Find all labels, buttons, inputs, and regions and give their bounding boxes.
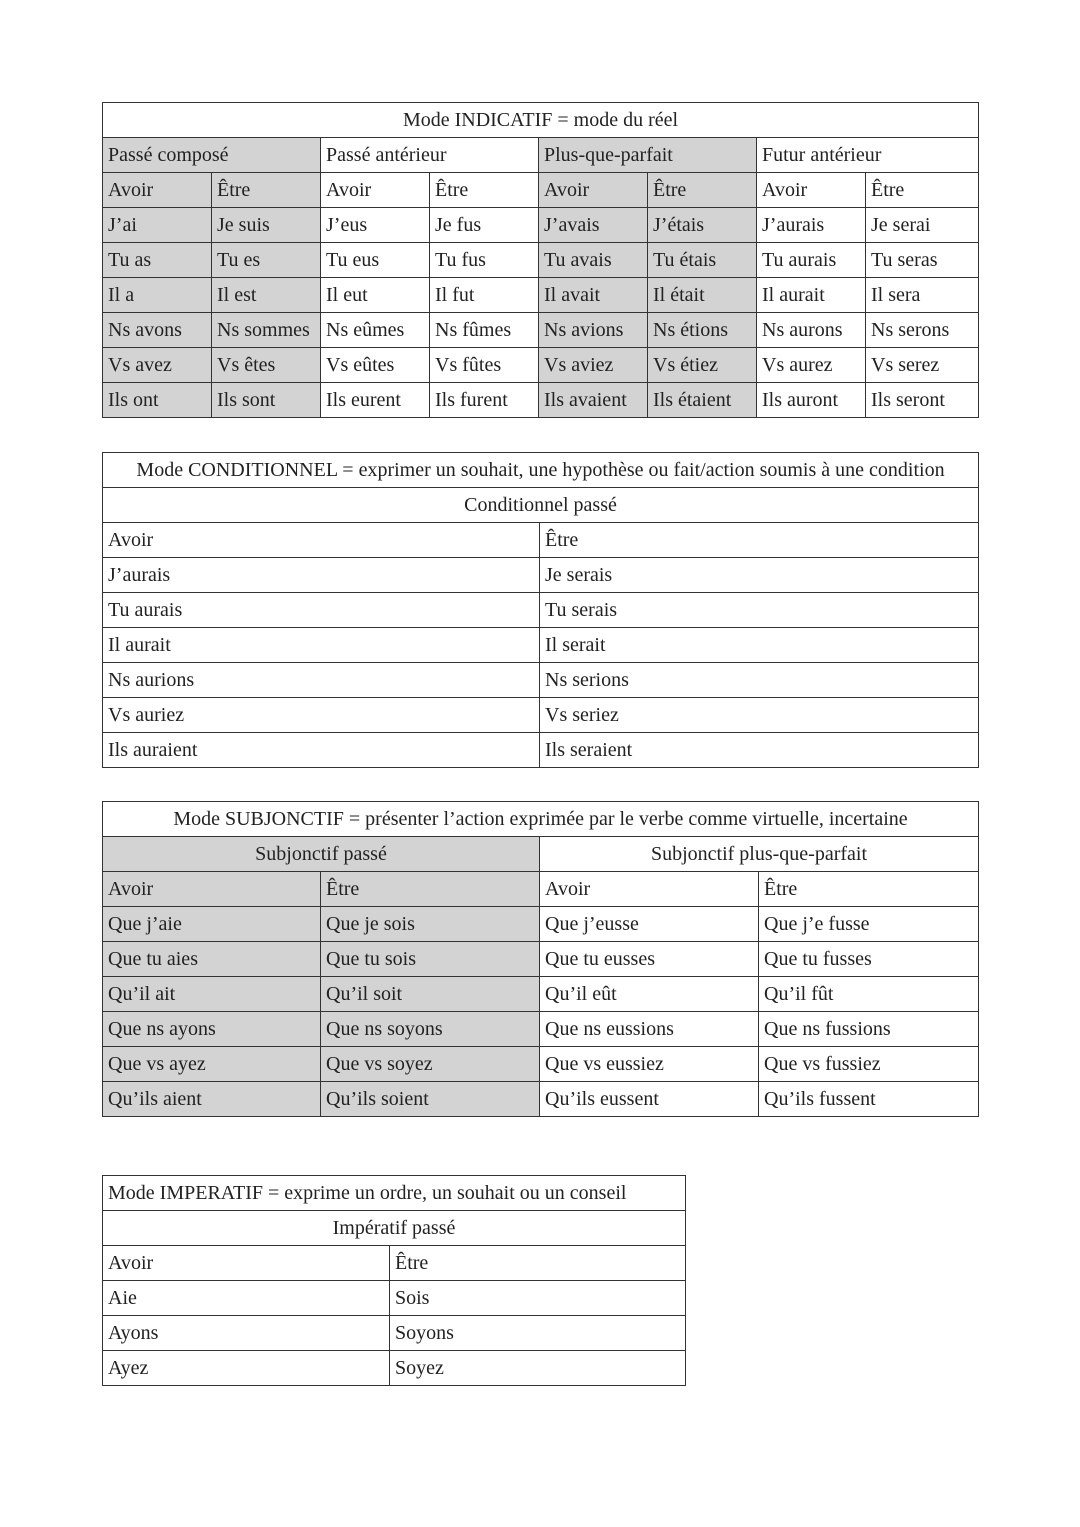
conjugation-cell: Que j’aie [103, 907, 321, 942]
conjugation-cell: Il est [212, 278, 321, 313]
conjugation-cell: Tu es [212, 243, 321, 278]
conjugation-cell: Ils seraient [540, 733, 979, 768]
conjugation-cell: J’ai [103, 208, 212, 243]
imperatif-tense-header: Impératif passé [103, 1211, 686, 1246]
table-row [103, 348, 979, 383]
conjugation-cell: Soyons [390, 1316, 686, 1351]
subjonctif-tense-header: Subjonctif plus-que-parfait [540, 837, 979, 872]
conjugation-cell: Que tu fusses [759, 942, 979, 977]
indicatif-auxiliary-header: Être [212, 173, 321, 208]
conjugation-cell: Que vs fussiez [759, 1047, 979, 1082]
conjugation-cell: Ils sont [212, 383, 321, 418]
table-row [103, 977, 979, 1012]
conjugation-cell: Qu’il eût [540, 977, 759, 1012]
conjugation-cell: Qu’ils fussent [759, 1082, 979, 1117]
indicatif-auxiliary-header: Être [430, 173, 539, 208]
conjugation-cell: Tu serais [540, 593, 979, 628]
conjugation-cell: Ns aurions [103, 663, 540, 698]
conjugation-cell: Tu avais [539, 243, 648, 278]
conjugation-cell: Ils avaient [539, 383, 648, 418]
conditionnel-title: Mode CONDITIONNEL = exprimer un souhait, une hypothèse ou fait/action soumis à une condition [103, 453, 979, 488]
conjugation-cell: Aie [103, 1281, 390, 1316]
indicatif-auxiliary-row [103, 173, 979, 208]
conjugation-cell: Il avait [539, 278, 648, 313]
conjugation-cell: Tu étais [648, 243, 757, 278]
conjugation-cell: Que je sois [321, 907, 540, 942]
conjugation-cell: Vs seriez [540, 698, 979, 733]
conjugation-cell: Ns étions [648, 313, 757, 348]
table-row [103, 313, 979, 348]
imperatif-auxiliary-row [103, 1246, 686, 1281]
conjugation-cell: Vs eûtes [321, 348, 430, 383]
conjugation-cell: Tu as [103, 243, 212, 278]
conjugation-cell: Vs aurez [757, 348, 866, 383]
subjonctif-auxiliary-row [103, 872, 979, 907]
conjugation-cell: Soyez [390, 1351, 686, 1386]
conjugation-cell: Tu fus [430, 243, 539, 278]
conjugation-cell: Ns serions [540, 663, 979, 698]
subjonctif-table [102, 801, 979, 1117]
conjugation-cell: Qu’il soit [321, 977, 540, 1012]
table-row [103, 1281, 686, 1316]
conjugation-cell: Je suis [212, 208, 321, 243]
conjugation-cell: Ils seront [866, 383, 979, 418]
conjugation-cell: Il était [648, 278, 757, 313]
conjugation-cell: Ils auraient [103, 733, 540, 768]
table-row [103, 907, 979, 942]
conjugation-cell: Vs aviez [539, 348, 648, 383]
conjugation-cell: Il fut [430, 278, 539, 313]
table-row [103, 1047, 979, 1082]
table-row [103, 558, 979, 593]
conjugation-cell: Je fus [430, 208, 539, 243]
conditionnel-auxiliary-header: Être [540, 523, 979, 558]
conjugation-cell: Vs étiez [648, 348, 757, 383]
conjugation-cell: Sois [390, 1281, 686, 1316]
conjugation-cell: Vs serez [866, 348, 979, 383]
conjugation-cell: J’avais [539, 208, 648, 243]
table-row [103, 1082, 979, 1117]
conjugation-cell: Qu’ils soient [321, 1082, 540, 1117]
indicatif-auxiliary-header: Avoir [539, 173, 648, 208]
conjugation-cell: Qu’ils aient [103, 1082, 321, 1117]
conjugation-cell: Il a [103, 278, 212, 313]
conjugation-cell: Ns avons [103, 313, 212, 348]
indicatif-title: Mode INDICATIF = mode du réel [103, 103, 979, 138]
indicatif-auxiliary-header: Être [648, 173, 757, 208]
table-row [103, 628, 979, 663]
conjugation-cell: Que tu sois [321, 942, 540, 977]
indicatif-tense-row [103, 138, 979, 173]
table-row [103, 208, 979, 243]
conjugation-cell: Tu eus [321, 243, 430, 278]
subjonctif-auxiliary-header: Être [321, 872, 540, 907]
conditionnel-tense-header: Conditionnel passé [103, 488, 979, 523]
conjugation-cell: Ns aurons [757, 313, 866, 348]
table-row [103, 1351, 686, 1386]
table-row [103, 698, 979, 733]
subjonctif-title: Mode SUBJONCTIF = présenter l’action exprimée par le verbe comme virtuelle, incertaine [103, 802, 979, 837]
conjugation-cell: Ils furent [430, 383, 539, 418]
conjugation-cell: Vs fûtes [430, 348, 539, 383]
conjugation-cell: Ns fûmes [430, 313, 539, 348]
table-row [103, 243, 979, 278]
conjugation-cell: Ns eûmes [321, 313, 430, 348]
conjugation-cell: Qu’ils eussent [540, 1082, 759, 1117]
conjugation-cell: J’eus [321, 208, 430, 243]
conjugation-cell: J’étais [648, 208, 757, 243]
conjugation-cell: J’aurais [103, 558, 540, 593]
indicatif-tense-header: Passé composé [103, 138, 321, 173]
imperatif-auxiliary-header: Être [390, 1246, 686, 1281]
conjugation-cell: Je serai [866, 208, 979, 243]
conjugation-cell: Ils étaient [648, 383, 757, 418]
conjugation-cell: Je serais [540, 558, 979, 593]
table-row [103, 733, 979, 768]
conjugation-cell: Ils auront [757, 383, 866, 418]
conjugation-cell: Tu seras [866, 243, 979, 278]
conjugation-cell: Ayons [103, 1316, 390, 1351]
conjugation-cell: Que vs soyez [321, 1047, 540, 1082]
conjugation-cell: Que ns ayons [103, 1012, 321, 1047]
indicatif-tense-header: Futur antérieur [757, 138, 979, 173]
conjugation-cell: Que vs eussiez [540, 1047, 759, 1082]
table-row [103, 1316, 686, 1351]
imperatif-auxiliary-header: Avoir [103, 1246, 390, 1281]
conjugation-cell: Que ns soyons [321, 1012, 540, 1047]
conjugation-cell: Il aurait [103, 628, 540, 663]
conjugation-cell: Vs auriez [103, 698, 540, 733]
conjugation-cell: Que j’eusse [540, 907, 759, 942]
conjugation-cell: Il eut [321, 278, 430, 313]
conjugation-cell: Ils eurent [321, 383, 430, 418]
table-row [103, 593, 979, 628]
conditionnel-auxiliary-header: Avoir [103, 523, 540, 558]
indicatif-auxiliary-header: Avoir [321, 173, 430, 208]
subjonctif-auxiliary-header: Avoir [103, 872, 321, 907]
conjugation-cell: Ayez [103, 1351, 390, 1386]
conjugation-cell: Tu aurais [757, 243, 866, 278]
indicatif-auxiliary-header: Avoir [757, 173, 866, 208]
table-row [103, 278, 979, 313]
conditionnel-auxiliary-row [103, 523, 979, 558]
conjugation-cell: Tu aurais [103, 593, 540, 628]
conjugation-cell: J’aurais [757, 208, 866, 243]
subjonctif-tense-header: Subjonctif passé [103, 837, 540, 872]
conjugation-cell: Que j’e fusse [759, 907, 979, 942]
conjugation-cell: Qu’il ait [103, 977, 321, 1012]
indicatif-auxiliary-header: Être [866, 173, 979, 208]
subjonctif-tense-row [103, 837, 979, 872]
conjugation-cell: Ns avions [539, 313, 648, 348]
table-row [103, 383, 979, 418]
imperatif-title: Mode IMPERATIF = exprime un ordre, un souhait ou un conseil [103, 1176, 686, 1211]
table-row [103, 942, 979, 977]
conjugation-cell: Que ns fussions [759, 1012, 979, 1047]
conjugation-cell: Que tu eusses [540, 942, 759, 977]
conjugation-cell: Il sera [866, 278, 979, 313]
indicatif-tense-header: Passé antérieur [321, 138, 539, 173]
subjonctif-auxiliary-header: Être [759, 872, 979, 907]
indicatif-tense-header: Plus-que-parfait [539, 138, 757, 173]
table-row [103, 663, 979, 698]
conjugation-cell: Il aurait [757, 278, 866, 313]
imperatif-table [102, 1175, 686, 1386]
conjugation-cell: Vs êtes [212, 348, 321, 383]
indicatif-table [102, 102, 979, 418]
conjugation-cell: Que ns eussions [540, 1012, 759, 1047]
indicatif-auxiliary-header: Avoir [103, 173, 212, 208]
table-row [103, 1012, 979, 1047]
conjugation-cell: Que tu aies [103, 942, 321, 977]
conditionnel-table [102, 452, 979, 768]
conjugation-cell: Ils ont [103, 383, 212, 418]
conjugation-cell: Ns sommes [212, 313, 321, 348]
conjugation-cell: Il serait [540, 628, 979, 663]
conjugation-cell: Ns serons [866, 313, 979, 348]
conjugation-cell: Que vs ayez [103, 1047, 321, 1082]
subjonctif-auxiliary-header: Avoir [540, 872, 759, 907]
conjugation-cell: Vs avez [103, 348, 212, 383]
conjugation-cell: Qu’il fût [759, 977, 979, 1012]
